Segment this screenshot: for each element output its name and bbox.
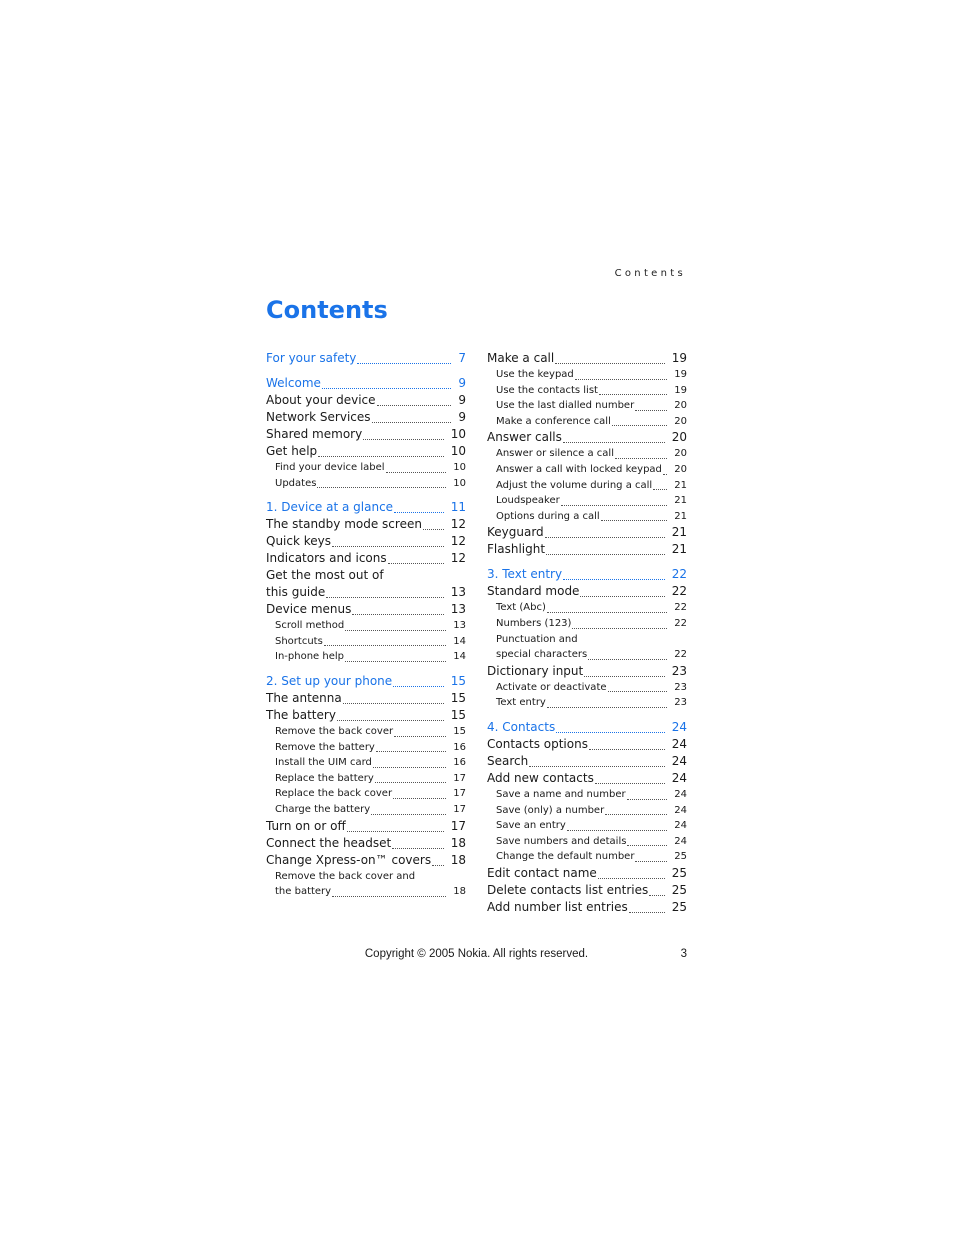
- dot-leader: [605, 813, 667, 815]
- dot-leader: [393, 797, 446, 799]
- dot-leader: [649, 894, 664, 896]
- toc-entry[interactable]: [487, 478, 687, 494]
- toc-entry[interactable]: [487, 834, 687, 850]
- toc-page-number: 22: [674, 649, 687, 661]
- toc-entry[interactable]: [266, 771, 466, 787]
- toc-entry[interactable]: [487, 429, 687, 446]
- dot-leader: [376, 750, 446, 752]
- toc-entry[interactable]: [266, 802, 466, 818]
- dot-leader: [322, 387, 451, 389]
- dot-leader: [635, 409, 667, 411]
- toc-entry-title: Change the default number: [496, 851, 635, 863]
- toc-section-entry[interactable]: [266, 350, 466, 367]
- toc-page-number: 22: [671, 567, 687, 582]
- toc-entry-title: 3. Text entry: [487, 567, 563, 582]
- toc-entry-title: 4. Contacts: [487, 719, 556, 734]
- toc-entry-title: Answer a call with locked keypad: [496, 463, 662, 475]
- toc-section-entry[interactable]: [266, 499, 466, 516]
- toc-entry[interactable]: [487, 383, 687, 399]
- toc-entry-title: Keyguard: [487, 525, 544, 540]
- toc-entry-title: Shortcuts: [275, 635, 323, 647]
- dot-leader: [377, 404, 452, 406]
- toc-entry[interactable]: [487, 493, 687, 509]
- dot-leader: [423, 528, 444, 530]
- dot-leader: [629, 911, 665, 913]
- toc-page-number: 20: [674, 463, 687, 475]
- toc-page-number: 20: [671, 430, 687, 445]
- toc-entry[interactable]: [266, 550, 466, 567]
- dot-leader: [547, 611, 667, 613]
- dot-leader: [598, 877, 665, 879]
- dot-leader: [563, 578, 665, 580]
- toc-entry[interactable]: [487, 803, 687, 819]
- toc-page-number: 22: [674, 617, 687, 629]
- dot-leader: [555, 362, 665, 364]
- toc-entry[interactable]: [266, 707, 466, 724]
- toc-entry-title: Use the last dialled number: [496, 400, 635, 412]
- toc-entry[interactable]: [266, 584, 466, 601]
- toc-entry[interactable]: [266, 460, 466, 476]
- toc-entry-title: Turn on or off: [266, 818, 346, 833]
- toc-page-number: 11: [450, 500, 466, 515]
- toc-entry-title: Make a call: [487, 351, 555, 365]
- toc-page-number: 9: [458, 376, 466, 390]
- toc-page-number: 13: [450, 602, 466, 617]
- toc-page-number: 22: [671, 584, 687, 599]
- dot-leader: [627, 798, 668, 800]
- toc-page-number: 23: [671, 663, 687, 678]
- toc-page-number: 9: [458, 393, 466, 407]
- toc-left-column: [266, 350, 466, 900]
- toc-entry-title: The antenna: [266, 690, 342, 705]
- toc-entry[interactable]: [266, 884, 466, 900]
- toc-page-number: 24: [674, 804, 687, 816]
- dot-leader: [372, 421, 452, 423]
- dot-leader: [386, 471, 447, 473]
- toc-entry-title: The battery: [266, 707, 336, 722]
- toc-entry-title: Indicators and icons: [266, 551, 387, 566]
- dot-leader: [345, 629, 446, 631]
- toc-entry-title: Dictionary input: [487, 663, 584, 678]
- toc-section-entry[interactable]: [487, 566, 687, 583]
- toc-page-number: 24: [671, 770, 687, 785]
- page-title: Contents: [266, 296, 388, 324]
- toc-page-number: 16: [453, 741, 466, 753]
- dot-leader: [326, 596, 443, 598]
- toc-right-column: [487, 350, 687, 916]
- toc-page-number: 15: [450, 673, 466, 688]
- dot-leader: [567, 829, 667, 831]
- toc-entry-title: Answer or silence a call: [496, 448, 614, 460]
- toc-entry[interactable]: [487, 818, 687, 834]
- toc-page-number: 21: [674, 479, 687, 491]
- toc-entry-title: Numbers (123): [496, 617, 572, 629]
- toc-page-number: 10: [453, 477, 466, 489]
- dot-leader: [595, 782, 665, 784]
- toc-entry[interactable]: [266, 443, 466, 460]
- dot-leader: [608, 690, 668, 692]
- running-header: Contents: [614, 268, 686, 279]
- toc-entry[interactable]: [487, 509, 687, 525]
- toc-page-number: 19: [674, 369, 687, 380]
- toc-entry[interactable]: [266, 567, 466, 584]
- dot-leader: [332, 545, 444, 547]
- dot-leader: [547, 706, 667, 708]
- dot-leader: [357, 362, 451, 364]
- toc-page-number: 13: [450, 585, 466, 600]
- dot-leader: [394, 511, 444, 513]
- toc-entry[interactable]: [266, 852, 466, 869]
- toc-page-number: 22: [674, 602, 687, 614]
- toc-entry-title: Device menus: [266, 602, 352, 617]
- toc-entry-title: Adjust the volume during a call: [496, 479, 653, 491]
- toc-entry-title: Delete contacts list entries: [487, 882, 649, 897]
- toc-page-number: 21: [674, 510, 687, 522]
- toc-page-number: 25: [671, 865, 687, 880]
- toc-page-number: 10: [453, 462, 466, 473]
- toc-entry-title: Remove the battery: [275, 741, 375, 753]
- dot-leader: [318, 455, 444, 457]
- dot-leader: [575, 378, 667, 380]
- toc-entry-title: Remove the back cover: [275, 725, 394, 737]
- dot-leader: [352, 613, 443, 615]
- dot-leader: [343, 702, 444, 704]
- toc-entry[interactable]: [487, 865, 687, 882]
- toc-entry-title: Activate or deactivate: [496, 681, 607, 693]
- toc-entry[interactable]: [487, 462, 687, 478]
- toc-entry-title: Scroll method: [275, 620, 345, 632]
- dot-leader: [363, 438, 444, 440]
- toc-entry[interactable]: [266, 476, 466, 492]
- toc-entry-title: Flashlight: [487, 542, 546, 557]
- toc-entry-title: Welcome: [266, 376, 321, 390]
- toc-entry-title: About your device: [266, 393, 376, 407]
- toc-entry[interactable]: [487, 398, 687, 414]
- dot-leader: [601, 519, 668, 521]
- toc-entry[interactable]: [266, 740, 466, 756]
- toc-entry-title: Install the UIM card: [275, 757, 372, 769]
- dot-leader: [324, 644, 446, 646]
- toc-entry-title: Edit contact name: [487, 865, 597, 880]
- dot-leader: [561, 504, 668, 506]
- toc-page-number: 10: [450, 427, 466, 441]
- dot-leader: [588, 658, 667, 660]
- toc-entry-title: Add number list entries: [487, 899, 628, 914]
- toc-page-number: 17: [450, 818, 466, 833]
- dot-leader: [563, 441, 665, 443]
- toc-entry[interactable]: [487, 367, 687, 383]
- dot-leader: [393, 685, 444, 687]
- dot-leader: [388, 562, 444, 564]
- toc-entry-title: special characters: [496, 649, 588, 661]
- toc-entry-title: Quick keys: [266, 534, 332, 549]
- dot-leader: [635, 860, 667, 862]
- toc-page-number: 12: [450, 534, 466, 549]
- toc-entry-title: Use the contacts list: [496, 384, 598, 396]
- toc-entry[interactable]: [266, 835, 466, 852]
- toc-entry[interactable]: [487, 770, 687, 787]
- toc-entry-title: Get the most out of: [266, 568, 384, 583]
- toc-page-number: 19: [671, 351, 687, 365]
- toc-entry-title: Remove the back cover and: [275, 870, 416, 882]
- toc-entry-title: Get help: [266, 444, 318, 458]
- toc-page-number: 24: [671, 736, 687, 751]
- toc-entry-title: In-phone help: [275, 651, 344, 663]
- toc-entry[interactable]: [487, 350, 687, 367]
- toc-entry[interactable]: [487, 663, 687, 680]
- toc-page-number: 9: [458, 410, 466, 424]
- toc-page-number: 20: [674, 400, 687, 412]
- dot-leader: [347, 830, 444, 832]
- toc-entry[interactable]: [487, 787, 687, 803]
- toc-page-number: 14: [453, 651, 466, 663]
- toc-page-number: 12: [450, 551, 466, 566]
- dot-leader: [599, 393, 667, 395]
- toc-entry-title: The standby mode screen: [266, 517, 422, 532]
- toc-entry[interactable]: [487, 632, 687, 648]
- page-footer: [266, 948, 687, 964]
- dot-leader: [337, 719, 444, 721]
- toc-entry-title: Network Services: [266, 410, 371, 424]
- toc-entry[interactable]: [487, 446, 687, 462]
- toc-page-number: 18: [450, 852, 466, 867]
- toc-entry-title: Charge the battery: [275, 803, 371, 815]
- toc-entry[interactable]: [266, 818, 466, 835]
- toc-entry[interactable]: [266, 409, 466, 426]
- toc-section-entry[interactable]: [487, 719, 687, 736]
- toc-page-number: 17: [453, 788, 466, 800]
- toc-page-number: 24: [674, 788, 687, 800]
- toc-entry-title: Search: [487, 753, 529, 768]
- toc-page-number: 15: [450, 707, 466, 722]
- dot-leader: [572, 627, 667, 629]
- page-number: 3: [680, 948, 687, 960]
- toc-entry[interactable]: [487, 524, 687, 541]
- toc-entry[interactable]: [266, 724, 466, 740]
- dot-leader: [373, 766, 446, 768]
- toc-entry[interactable]: [487, 680, 687, 696]
- toc-page-number: 24: [674, 835, 687, 847]
- toc-entry-title: Change Xpress-on™ covers: [266, 852, 432, 867]
- toc-entry-title: Answer calls: [487, 430, 562, 445]
- toc-page-number: 24: [674, 820, 687, 832]
- toc-entry-title: For your safety: [266, 351, 357, 365]
- dot-leader: [584, 675, 664, 677]
- toc-entry[interactable]: [487, 899, 687, 916]
- toc-entry[interactable]: [266, 533, 466, 550]
- dot-leader: [653, 488, 667, 490]
- toc-entry[interactable]: [266, 649, 466, 665]
- dot-leader: [317, 486, 446, 488]
- toc-page-number: 19: [674, 384, 687, 396]
- toc-entry[interactable]: [487, 616, 687, 632]
- toc-page-number: 21: [671, 525, 687, 540]
- dot-leader: [529, 765, 664, 767]
- toc-entry[interactable]: [487, 736, 687, 753]
- toc-entry-title: the battery: [275, 886, 332, 898]
- dot-leader: [375, 781, 446, 783]
- dot-leader: [615, 457, 667, 459]
- dot-leader: [580, 595, 664, 597]
- toc-entry[interactable]: [266, 618, 466, 634]
- toc-entry-title: Replace the battery: [275, 772, 374, 784]
- dot-leader: [546, 553, 665, 555]
- toc-entry[interactable]: [266, 601, 466, 618]
- toc-page-number: 25: [671, 882, 687, 897]
- toc-entry-title: Text entry: [496, 697, 546, 709]
- toc-entry[interactable]: [266, 516, 466, 533]
- dot-leader: [663, 473, 667, 475]
- dot-leader: [627, 844, 667, 846]
- toc-entry-title: Punctuation and: [496, 633, 578, 645]
- toc-page-number: 14: [453, 635, 466, 647]
- toc-page-number: 17: [453, 803, 466, 815]
- toc-entry-title: Options during a call: [496, 510, 600, 522]
- toc-page-number: 17: [453, 772, 466, 784]
- toc-page-number: 25: [674, 851, 687, 863]
- toc-entry[interactable]: [266, 755, 466, 771]
- toc-entry-title: 1. Device at a glance: [266, 500, 394, 515]
- toc-entry-title: Updates: [275, 477, 317, 489]
- toc-entry-title: Text (Abc): [496, 602, 546, 614]
- toc-entry[interactable]: [266, 690, 466, 707]
- toc-page-number: 24: [671, 719, 687, 734]
- toc-entry[interactable]: [487, 647, 687, 663]
- toc-entry[interactable]: [266, 392, 466, 409]
- dot-leader: [589, 748, 665, 750]
- toc-page-number: 18: [453, 886, 466, 898]
- toc-page-number: 21: [671, 542, 687, 557]
- toc-page-number: 15: [450, 690, 466, 705]
- toc-entry-title: Find your device label: [275, 462, 385, 473]
- dot-leader: [345, 660, 446, 662]
- toc-page-number: 13: [453, 620, 466, 632]
- toc-page-number: 7: [458, 351, 466, 365]
- toc-entry-title: Use the keypad: [496, 369, 574, 380]
- dot-leader: [392, 847, 443, 849]
- toc-entry[interactable]: [266, 869, 466, 885]
- dot-leader: [545, 536, 665, 538]
- toc-entry-title: Standard mode: [487, 584, 580, 599]
- toc-entry[interactable]: [266, 786, 466, 802]
- dot-leader: [432, 864, 444, 866]
- dot-leader: [371, 813, 446, 815]
- toc-page-number: 23: [674, 697, 687, 709]
- toc-page-number: 15: [453, 725, 466, 737]
- toc-page-number: 21: [674, 495, 687, 507]
- toc-entry[interactable]: [487, 583, 687, 600]
- toc-entry-title: Add new contacts: [487, 770, 594, 785]
- dot-leader: [332, 895, 446, 897]
- toc-entry[interactable]: [487, 753, 687, 770]
- toc-entry[interactable]: [487, 541, 687, 558]
- toc-page-number: 10: [450, 444, 466, 458]
- toc-entry-title: Contacts options: [487, 736, 588, 751]
- toc-entry-title: Save an entry: [496, 820, 566, 832]
- toc-page-number: 20: [674, 448, 687, 460]
- toc-page-number: 18: [450, 835, 466, 850]
- copyright-notice: Copyright © 2005 Nokia. All rights reserved.: [364, 948, 589, 960]
- toc-entry-title: this guide: [266, 585, 326, 600]
- toc-entry[interactable]: [487, 849, 687, 865]
- dot-leader: [556, 731, 665, 733]
- toc-entry[interactable]: [487, 695, 687, 711]
- dot-leader: [612, 424, 667, 426]
- toc-entry-title: 2. Set up your phone: [266, 673, 393, 688]
- toc-entry[interactable]: [487, 600, 687, 616]
- toc-entry[interactable]: [487, 882, 687, 899]
- toc-entry-title: Shared memory: [266, 427, 363, 441]
- toc-entry-title: Connect the headset: [266, 835, 392, 850]
- toc-page-number: 16: [453, 757, 466, 769]
- toc-entry-title: Replace the back cover: [275, 788, 393, 800]
- toc-entry[interactable]: [487, 414, 687, 430]
- toc-section-entry[interactable]: [266, 375, 466, 392]
- toc-entry-title: Save (only) a number: [496, 804, 605, 816]
- toc-entry-title: Save numbers and details: [496, 835, 627, 847]
- toc-page-number: 20: [674, 415, 687, 427]
- toc-page-number: 12: [450, 517, 466, 532]
- toc-entry[interactable]: [266, 426, 466, 443]
- toc-entry-title: Loudspeaker: [496, 495, 560, 507]
- toc-section-entry[interactable]: [266, 673, 466, 690]
- toc-entry[interactable]: [266, 634, 466, 650]
- toc-page-number: 24: [671, 753, 687, 768]
- toc-page-number: 25: [671, 899, 687, 914]
- toc-entry-title: Make a conference call: [496, 415, 611, 427]
- toc-page-number: 23: [674, 681, 687, 693]
- toc-entry-title: Save a name and number: [496, 788, 626, 800]
- dot-leader: [394, 735, 446, 737]
